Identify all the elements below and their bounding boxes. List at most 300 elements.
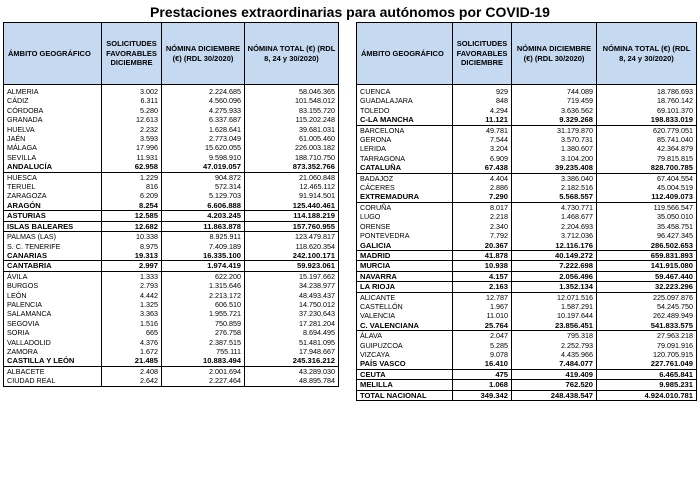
cell-nomina-dic: 2.773.049 [162, 134, 245, 143]
cell-solicitudes: 1.967 [453, 302, 512, 311]
cell-region: ORENSE [357, 222, 453, 231]
table-row [357, 144, 697, 153]
cell-region: HUELVA [4, 125, 102, 134]
table-row [4, 309, 339, 318]
cell-region: JAÉN [4, 134, 102, 143]
cell-nomina-dic: 11.863.878 [162, 221, 245, 231]
cell-nomina-total: 101.548.012 [245, 96, 339, 105]
cell-nomina-total: 35.050.010 [597, 212, 697, 221]
total-row [4, 251, 339, 261]
cell-region: ALICANTE [357, 292, 453, 302]
cell-nomina-total: 118.620.354 [245, 242, 339, 251]
cell-nomina-dic: 1.587.291 [512, 302, 597, 311]
cell-solicitudes: 929 [453, 85, 512, 97]
cell-nomina-dic: 3.636.562 [512, 106, 597, 115]
total-row [357, 261, 697, 271]
cell-region: PALMAS (LAS) [4, 232, 102, 242]
header-nomina-diciembre: NÓMINA DICIEMBRE (€) (RDL 30/2020) [512, 23, 597, 85]
cell-solicitudes: 4.157 [453, 271, 512, 281]
header-nomina-diciembre: NÓMINA DICIEMBRE (€) (RDL 30/2020) [162, 23, 245, 85]
cell-nomina-total: 69.101.370 [597, 106, 697, 115]
cell-nomina-dic: 1.468.677 [512, 212, 597, 221]
cell-solicitudes: 1.325 [102, 300, 162, 309]
cell-solicitudes: 1.068 [453, 380, 512, 390]
header-solicitudes: SOLICITUDES FAVORABLES DICIEMBRE [102, 23, 162, 85]
cell-nomina-total: 18.760.142 [597, 96, 697, 105]
table-row [4, 115, 339, 124]
cell-region: GALICIA [357, 241, 453, 251]
cell-region: VIZCAYA [357, 350, 453, 359]
cell-region: S. C. TENERIFE [4, 242, 102, 251]
cell-nomina-dic: 1.974.419 [162, 261, 245, 271]
table-row [357, 125, 697, 135]
cell-region: TARRAGONA [357, 154, 453, 163]
cell-nomina-total: 32.223.296 [597, 282, 697, 292]
table-row [4, 242, 339, 251]
total-row [357, 380, 697, 390]
cell-nomina-dic: 2.056.496 [512, 271, 597, 281]
cell-region: ASTURIAS [4, 211, 102, 221]
cell-nomina-total: 27.963.218 [597, 331, 697, 341]
cell-nomina-dic: 1.380.607 [512, 144, 597, 153]
cell-nomina-total: 873.352.766 [245, 162, 339, 172]
cell-region: ARAGÓN [4, 201, 102, 211]
cell-nomina-dic: 762.520 [512, 380, 597, 390]
total-row [357, 163, 697, 173]
cell-region: ZAMORA [4, 347, 102, 356]
cell-nomina-total: 79.815.815 [597, 154, 697, 163]
cell-nomina-total: 45.004.519 [597, 183, 697, 192]
cell-nomina-total: 96.427.345 [597, 231, 697, 240]
cell-nomina-dic: 1.352.134 [512, 282, 597, 292]
cell-region: ALBACETE [4, 366, 102, 376]
cell-region: PONTEVEDRA [357, 231, 453, 240]
table-left-body [4, 85, 339, 387]
cell-solicitudes: 41.878 [453, 250, 512, 260]
cell-solicitudes: 4.442 [102, 291, 162, 300]
table-right [356, 22, 697, 401]
table-row [4, 106, 339, 115]
table-right-body [357, 85, 697, 401]
table-row [357, 302, 697, 311]
table-row [4, 182, 339, 191]
table-row [357, 96, 697, 105]
cell-nomina-dic: 10.883.494 [162, 356, 245, 366]
cell-nomina-dic: 2.227.464 [162, 376, 245, 386]
cell-region: SEVILLA [4, 153, 102, 162]
cell-nomina-dic: 12.071.516 [512, 292, 597, 302]
total-row [357, 271, 697, 281]
cell-region: CÓRDOBA [4, 106, 102, 115]
cell-nomina-dic: 1.315.646 [162, 281, 245, 290]
cell-nomina-total: 9.985.231 [597, 380, 697, 390]
cell-solicitudes: 2.163 [453, 282, 512, 292]
table-row [357, 331, 697, 341]
cell-solicitudes: 12.787 [453, 292, 512, 302]
cell-region: ÁLAVA [357, 331, 453, 341]
cell-solicitudes: 8.975 [102, 242, 162, 251]
cell-nomina-total: 6.465.841 [597, 369, 697, 379]
cell-nomina-dic: 6.606.888 [162, 201, 245, 211]
cell-nomina-dic: 5.568.557 [512, 192, 597, 202]
table-row [4, 134, 339, 143]
cell-region: TOLEDO [357, 106, 453, 115]
cell-solicitudes: 3.593 [102, 134, 162, 143]
cell-nomina-total: 119.566.547 [597, 202, 697, 212]
cell-solicitudes: 11.010 [453, 311, 512, 320]
cell-nomina-total: 85.741.040 [597, 135, 697, 144]
cell-region: MURCIA [357, 261, 453, 271]
cell-region: LUGO [357, 212, 453, 221]
cell-nomina-dic: 2.387.515 [162, 338, 245, 347]
cell-solicitudes: 1.516 [102, 319, 162, 328]
cell-region: CATALUÑA [357, 163, 453, 173]
total-row [4, 162, 339, 172]
cell-solicitudes: 3.363 [102, 309, 162, 318]
table-row [4, 153, 339, 162]
table-row [4, 281, 339, 290]
cell-solicitudes: 1.333 [102, 271, 162, 281]
cell-nomina-dic: 904.872 [162, 172, 245, 182]
cell-nomina-dic: 419.409 [512, 369, 597, 379]
cell-region: CIUDAD REAL [4, 376, 102, 386]
cell-region: CUENCA [357, 85, 453, 97]
cell-region: BURGOS [4, 281, 102, 290]
cell-nomina-total: 141.915.080 [597, 261, 697, 271]
total-row [357, 250, 697, 260]
cell-nomina-dic: 47.019.057 [162, 162, 245, 172]
cell-nomina-dic: 7.222.698 [512, 261, 597, 271]
table-row [4, 338, 339, 347]
cell-nomina-total: 35.458.751 [597, 222, 697, 231]
cell-nomina-dic: 750.859 [162, 319, 245, 328]
cell-nomina-total: 12.465.112 [245, 182, 339, 191]
cell-region: CASTILLA Y LEÓN [4, 356, 102, 366]
cell-solicitudes: 816 [102, 182, 162, 191]
cell-region: GRANADA [4, 115, 102, 124]
cell-nomina-total: 8.694.495 [245, 328, 339, 337]
cell-solicitudes: 6.209 [102, 191, 162, 200]
cell-nomina-dic: 16.335.100 [162, 251, 245, 261]
cell-nomina-total: 54.245.750 [597, 302, 697, 311]
cell-solicitudes: 665 [102, 328, 162, 337]
cell-solicitudes: 25.764 [453, 321, 512, 331]
cell-solicitudes: 2.793 [102, 281, 162, 290]
cell-nomina-dic: 4.203.245 [162, 211, 245, 221]
cell-region: GUADALAJARA [357, 96, 453, 105]
table-row [357, 292, 697, 302]
cell-region: PALENCIA [4, 300, 102, 309]
cell-nomina-total: 123.479.817 [245, 232, 339, 242]
cell-nomina-total: 242.100.171 [245, 251, 339, 261]
grand-total-nomina-dic: 248.438.547 [512, 390, 597, 400]
cell-solicitudes: 1.229 [102, 172, 162, 182]
cell-region: ÁVILA [4, 271, 102, 281]
cell-nomina-total: 21.060.848 [245, 172, 339, 182]
cell-nomina-dic: 606.510 [162, 300, 245, 309]
grand-total-row [357, 390, 697, 400]
cell-nomina-total: 58.046.365 [245, 85, 339, 97]
cell-nomina-total: 79.091.916 [597, 341, 697, 350]
cell-nomina-dic: 5.129.703 [162, 191, 245, 200]
table-row [4, 232, 339, 242]
table-row [4, 366, 339, 376]
cell-nomina-dic: 3.712.036 [512, 231, 597, 240]
table-row [357, 212, 697, 221]
cell-region: NAVARRA [357, 271, 453, 281]
cell-region: ANDALUCÍA [4, 162, 102, 172]
cell-nomina-dic: 4.275.933 [162, 106, 245, 115]
total-row [357, 359, 697, 369]
cell-solicitudes: 11.121 [453, 115, 512, 125]
cell-nomina-total: 828.700.785 [597, 163, 697, 173]
total-row [357, 241, 697, 251]
table-row [4, 191, 339, 200]
cell-nomina-total: 91.914.501 [245, 191, 339, 200]
cell-region: PAÍS VASCO [357, 359, 453, 369]
cell-solicitudes: 12.613 [102, 115, 162, 124]
cell-nomina-total: 48.493.437 [245, 291, 339, 300]
table-row [357, 135, 697, 144]
cell-nomina-total: 115.202.248 [245, 115, 339, 124]
cell-solicitudes: 5.285 [453, 341, 512, 350]
table-row [357, 202, 697, 212]
cell-nomina-total: 198.833.019 [597, 115, 697, 125]
cell-solicitudes: 7.290 [453, 192, 512, 202]
table-left-header [4, 23, 339, 85]
total-row [4, 201, 339, 211]
cell-nomina-dic: 744.089 [512, 85, 597, 97]
cell-solicitudes: 4.376 [102, 338, 162, 347]
total-row [4, 356, 339, 366]
grand-total-region: TOTAL NACIONAL [357, 390, 453, 400]
cell-nomina-total: 48.895.784 [245, 376, 339, 386]
cell-region: MÁLAGA [4, 143, 102, 152]
header-region: ÁMBITO GEOGRÁFICO [4, 23, 102, 85]
cell-solicitudes: 12.682 [102, 221, 162, 231]
cell-nomina-dic: 572.314 [162, 182, 245, 191]
table-row [357, 85, 697, 97]
cell-solicitudes: 49.781 [453, 125, 512, 135]
cell-nomina-dic: 6.337.687 [162, 115, 245, 124]
cell-nomina-total: 157.760.955 [245, 221, 339, 231]
cell-nomina-dic: 23.856.451 [512, 321, 597, 331]
table-row [4, 319, 339, 328]
cell-region: GUIPUZCOA [357, 341, 453, 350]
cell-region: CANARIAS [4, 251, 102, 261]
table-row [357, 106, 697, 115]
cell-region: ISLAS BALEARES [4, 221, 102, 231]
cell-nomina-total: 114.188.219 [245, 211, 339, 221]
cell-nomina-dic: 622.200 [162, 271, 245, 281]
cell-nomina-dic: 4.435.966 [512, 350, 597, 359]
cell-region: MADRID [357, 250, 453, 260]
table-row [357, 173, 697, 183]
table-row [357, 350, 697, 359]
cell-nomina-total: 18.786.693 [597, 85, 697, 97]
cell-nomina-dic: 795.318 [512, 331, 597, 341]
cell-nomina-total: 39.681.031 [245, 125, 339, 134]
cell-nomina-dic: 10.197.644 [512, 311, 597, 320]
document-title: Prestaciones extraordinarias para autónomos por COVID-19 [150, 4, 550, 20]
cell-solicitudes: 7.792 [453, 231, 512, 240]
cell-nomina-total: 227.761.049 [597, 359, 697, 369]
table-row [4, 291, 339, 300]
cell-nomina-dic: 1.955.721 [162, 309, 245, 318]
cell-region: ZARAGOZA [4, 191, 102, 200]
cell-region: MELILLA [357, 380, 453, 390]
total-row [4, 221, 339, 231]
cell-nomina-dic: 3.104.200 [512, 154, 597, 163]
cell-nomina-total: 14.750.012 [245, 300, 339, 309]
cell-region: SORIA [4, 328, 102, 337]
grand-total-nomina-total: 4.924.010.781 [597, 390, 697, 400]
cell-solicitudes: 16.410 [453, 359, 512, 369]
cell-nomina-total: 120.705.915 [597, 350, 697, 359]
cell-nomina-total: 225.097.876 [597, 292, 697, 302]
table-row [357, 231, 697, 240]
cell-nomina-dic: 1.628.641 [162, 125, 245, 134]
cell-nomina-total: 51.481.095 [245, 338, 339, 347]
cell-nomina-total: 59.467.440 [597, 271, 697, 281]
cell-region: C. VALENCIANA [357, 321, 453, 331]
cell-solicitudes: 7.544 [453, 135, 512, 144]
cell-region: LEÓN [4, 291, 102, 300]
cell-region: CEUTA [357, 369, 453, 379]
cell-solicitudes: 9.078 [453, 350, 512, 359]
cell-solicitudes: 62.958 [102, 162, 162, 172]
cell-region: BADAJOZ [357, 173, 453, 183]
cell-region: ALMERIA [4, 85, 102, 97]
cell-nomina-total: 34.238.977 [245, 281, 339, 290]
cell-solicitudes: 67.438 [453, 163, 512, 173]
cell-solicitudes: 12.585 [102, 211, 162, 221]
table-row [4, 328, 339, 337]
total-row [357, 282, 697, 292]
cell-nomina-total: 125.440.461 [245, 201, 339, 211]
cell-nomina-total: 112.409.073 [597, 192, 697, 202]
cell-solicitudes: 2.997 [102, 261, 162, 271]
total-row [357, 321, 697, 331]
cell-nomina-dic: 40.149.272 [512, 250, 597, 260]
cell-region: VALLADOLID [4, 338, 102, 347]
cell-solicitudes: 2.886 [453, 183, 512, 192]
cell-solicitudes: 848 [453, 96, 512, 105]
cell-region: CÁDIZ [4, 96, 102, 105]
cell-nomina-dic: 7.409.189 [162, 242, 245, 251]
table-row [4, 376, 339, 386]
table-row [357, 183, 697, 192]
cell-nomina-dic: 4.560.096 [162, 96, 245, 105]
cell-nomina-dic: 719.459 [512, 96, 597, 105]
cell-solicitudes: 2.408 [102, 366, 162, 376]
cell-nomina-total: 245.316.212 [245, 356, 339, 366]
cell-nomina-total: 262.489.949 [597, 311, 697, 320]
cell-solicitudes: 2.340 [453, 222, 512, 231]
cell-nomina-dic: 7.484.077 [512, 359, 597, 369]
header-nomina-total: NÓMINA TOTAL (€) (RDL 8, 24 y 30/2020) [245, 23, 339, 85]
cell-solicitudes: 3.002 [102, 85, 162, 97]
table-row [4, 347, 339, 356]
cell-solicitudes: 2.218 [453, 212, 512, 221]
cell-nomina-total: 17.281.204 [245, 319, 339, 328]
cell-region: HUESCA [4, 172, 102, 182]
cell-region: EXTREMADURA [357, 192, 453, 202]
header-solicitudes: SOLICITUDES FAVORABLES DICIEMBRE [453, 23, 512, 85]
grand-total-solicitudes: 349.342 [453, 390, 512, 400]
cell-nomina-dic: 2.182.516 [512, 183, 597, 192]
cell-nomina-dic: 2.252.793 [512, 341, 597, 350]
table-row [357, 341, 697, 350]
cell-solicitudes: 10.338 [102, 232, 162, 242]
cell-nomina-total: 67.404.554 [597, 173, 697, 183]
cell-nomina-total: 59.923.061 [245, 261, 339, 271]
cell-nomina-total: 226.003.182 [245, 143, 339, 152]
table-left [3, 22, 339, 387]
cell-region: CANTABRIA [4, 261, 102, 271]
cell-nomina-total: 43.289.030 [245, 366, 339, 376]
cell-nomina-dic: 276.758 [162, 328, 245, 337]
header-nomina-total: NÓMINA TOTAL (€) (RDL 8, 24 y 30/2020) [597, 23, 697, 85]
cell-nomina-dic: 3.386.040 [512, 173, 597, 183]
cell-solicitudes: 17.996 [102, 143, 162, 152]
cell-nomina-dic: 4.730.771 [512, 202, 597, 212]
cell-solicitudes: 475 [453, 369, 512, 379]
cell-region: BARCELONA [357, 125, 453, 135]
cell-region: CASTELLÓN [357, 302, 453, 311]
cell-nomina-dic: 15.620.055 [162, 143, 245, 152]
cell-solicitudes: 2.642 [102, 376, 162, 386]
cell-nomina-total: 15.197.662 [245, 271, 339, 281]
total-row [357, 192, 697, 202]
cell-region: CORUÑA [357, 202, 453, 212]
cell-solicitudes: 6.311 [102, 96, 162, 105]
cell-nomina-dic: 9.598.910 [162, 153, 245, 162]
table-row [4, 300, 339, 309]
cell-nomina-dic: 2.001.694 [162, 366, 245, 376]
cell-nomina-dic: 2.204.693 [512, 222, 597, 231]
table-row [4, 143, 339, 152]
table-row [357, 222, 697, 231]
cell-nomina-dic: 31.179.870 [512, 125, 597, 135]
total-row [4, 261, 339, 271]
cell-nomina-dic: 39.235.408 [512, 163, 597, 173]
cell-nomina-total: 188.710.750 [245, 153, 339, 162]
cell-region: LA RIOJA [357, 282, 453, 292]
cell-region: SEGOVIA [4, 319, 102, 328]
table-row [357, 311, 697, 320]
cell-nomina-dic: 12.116.176 [512, 241, 597, 251]
cell-nomina-total: 286.502.653 [597, 241, 697, 251]
cell-solicitudes: 20.367 [453, 241, 512, 251]
table-row [4, 96, 339, 105]
total-row [4, 211, 339, 221]
cell-nomina-total: 83.155.720 [245, 106, 339, 115]
table-row [4, 125, 339, 134]
cell-solicitudes: 4.294 [453, 106, 512, 115]
cell-region: GERONA [357, 135, 453, 144]
cell-solicitudes: 1.672 [102, 347, 162, 356]
total-row [357, 115, 697, 125]
cell-nomina-dic: 2.224.685 [162, 85, 245, 97]
cell-solicitudes: 8.254 [102, 201, 162, 211]
cell-nomina-dic: 2.213.172 [162, 291, 245, 300]
cell-solicitudes: 2.232 [102, 125, 162, 134]
cell-solicitudes: 5.280 [102, 106, 162, 115]
cell-nomina-total: 659.831.893 [597, 250, 697, 260]
cell-nomina-total: 17.948.667 [245, 347, 339, 356]
cell-nomina-dic: 3.570.731 [512, 135, 597, 144]
